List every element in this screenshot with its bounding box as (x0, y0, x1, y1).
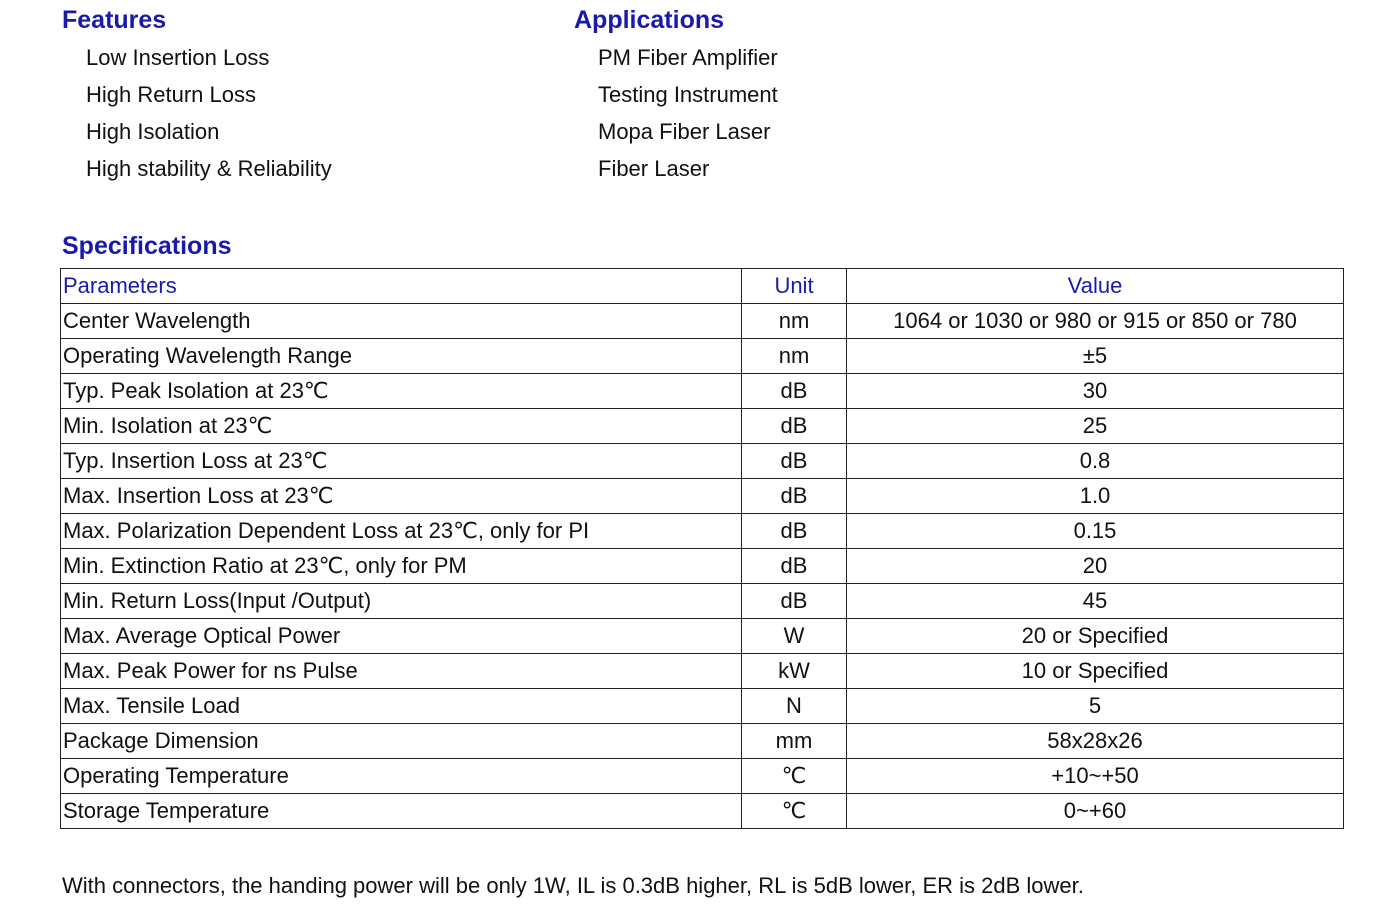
value-cell: 10 or Specified (847, 654, 1344, 689)
value-cell: 20 (847, 549, 1344, 584)
unit-cell: dB (742, 409, 847, 444)
table-row (61, 619, 1344, 654)
parameter-cell: Min. Isolation at 23℃ (61, 409, 742, 444)
applications-heading: Applications (574, 6, 725, 34)
unit-cell: N (742, 689, 847, 724)
value-cell: 5 (847, 689, 1344, 724)
parameter-cell: Operating Wavelength Range (61, 339, 742, 374)
table-row (61, 759, 1344, 794)
parameter-cell: Typ. Insertion Loss at 23℃ (61, 444, 742, 479)
value-cell: 1.0 (847, 479, 1344, 514)
table-row (61, 304, 1344, 339)
table-row (61, 689, 1344, 724)
unit-cell: ℃ (742, 794, 847, 829)
parameter-cell: Storage Temperature (61, 794, 742, 829)
table-row (61, 339, 1344, 374)
unit-cell: nm (742, 304, 847, 339)
features-list (86, 39, 332, 187)
table-row (61, 794, 1344, 829)
table-row (61, 374, 1344, 409)
feature-item: High Return Loss (86, 82, 256, 107)
table-row (61, 479, 1344, 514)
table-row (61, 724, 1344, 759)
value-cell: 45 (847, 584, 1344, 619)
feature-item: Low Insertion Loss (86, 45, 270, 70)
specifications-footnote: With connectors, the handing power will be only 1W, IL is 0.3dB higher, RL is 5dB lower, ER is 2dB lower. (62, 873, 1084, 898)
value-cell: ±5 (847, 339, 1344, 374)
parameter-cell: Max. Polarization Dependent Loss at 23℃, only for PI (61, 514, 742, 549)
application-item: Fiber Laser (598, 156, 710, 181)
feature-item: High Isolation (86, 119, 220, 144)
feature-item: High stability & Reliability (86, 156, 332, 181)
value-cell: 58x28x26 (847, 724, 1344, 759)
table-row (61, 549, 1344, 584)
unit-cell: mm (742, 724, 847, 759)
table-row (61, 444, 1344, 479)
value-cell: 20 or Specified (847, 619, 1344, 654)
table-row (61, 514, 1344, 549)
specifications-table (60, 268, 1344, 829)
value-cell: 0.8 (847, 444, 1344, 479)
applications-list (598, 39, 778, 187)
parameter-cell: Center Wavelength (61, 304, 742, 339)
parameter-cell: Max. Tensile Load (61, 689, 742, 724)
unit-cell: kW (742, 654, 847, 689)
parameter-cell: Operating Temperature (61, 759, 742, 794)
value-cell: 1064 or 1030 or 980 or 915 or 850 or 780 (847, 304, 1344, 339)
parameter-cell: Max. Peak Power for ns Pulse (61, 654, 742, 689)
unit-cell: dB (742, 584, 847, 619)
unit-cell: nm (742, 339, 847, 374)
unit-cell: W (742, 619, 847, 654)
column-header-unit: Unit (742, 269, 847, 304)
value-cell: 25 (847, 409, 1344, 444)
features-heading: Features (62, 6, 167, 34)
column-header-parameters: Parameters (61, 269, 742, 304)
unit-cell: dB (742, 444, 847, 479)
parameter-cell: Max. Average Optical Power (61, 619, 742, 654)
application-item: Mopa Fiber Laser (598, 119, 771, 144)
unit-cell: dB (742, 374, 847, 409)
value-cell: 0.15 (847, 514, 1344, 549)
parameter-cell: Package Dimension (61, 724, 742, 759)
unit-cell: ℃ (742, 759, 847, 794)
application-item: PM Fiber Amplifier (598, 45, 778, 70)
specifications-heading: Specifications (62, 232, 232, 260)
parameter-cell: Min. Return Loss(Input /Output) (61, 584, 742, 619)
application-item: Testing Instrument (598, 82, 778, 107)
value-cell: 30 (847, 374, 1344, 409)
table-row (61, 409, 1344, 444)
parameter-cell: Max. Insertion Loss at 23℃ (61, 479, 742, 514)
parameter-cell: Typ. Peak Isolation at 23℃ (61, 374, 742, 409)
unit-cell: dB (742, 549, 847, 584)
column-header-value: Value (847, 269, 1344, 304)
table-header-row (61, 269, 1344, 304)
value-cell: 0~+60 (847, 794, 1344, 829)
value-cell: +10~+50 (847, 759, 1344, 794)
table-row (61, 654, 1344, 689)
parameter-cell: Min. Extinction Ratio at 23℃, only for PM (61, 549, 742, 584)
specifications-table-body (61, 304, 1344, 829)
unit-cell: dB (742, 514, 847, 549)
table-row (61, 584, 1344, 619)
unit-cell: dB (742, 479, 847, 514)
